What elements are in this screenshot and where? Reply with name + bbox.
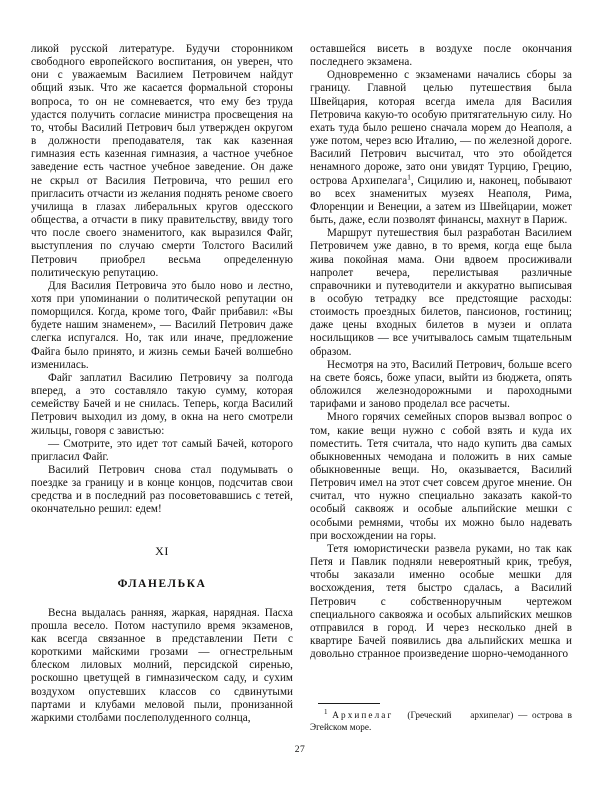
- paragraph: Тетя юмористически развела руками, но так как Петя и Павлик подняли невероятный крик, требуя, чтобы заказали именно особые мешки для восхождения, тетя быстро сдалась, а Василий Петрович с собственноручным чертежом специального саквояжа и особых альпийских мешков отправился в город. И через несколько дней в квартире Бачей появились два альпийских мешка и довольно странное произведение шорно-чемоданного: [310, 542, 572, 661]
- footnote-marker: 1: [324, 708, 328, 717]
- paragraph-with-footnote-reference: [310, 69, 572, 227]
- paragraph: Весна выдалась ранняя, жаркая, нарядная. Пасха прошла весело. Потом наступило время экзаменов, как всегда связанное в представлении Пети с короткими майскими грозами — огнестрельным блеском лиловых молний, персидской сиренью, роскошно цветущей в гимназическом саду, и сухим воздухом опустевших классов со сдвинутыми партами и клубами меловой пыли, пронизанной жаркими столбами послеполуденного солнца,: [31, 606, 293, 724]
- page-number: 27: [294, 744, 306, 755]
- paragraph: Файг заплатил Василию Петровичу за полгода вперед, а это составляло такую сумму, которая семейству Бачей и не снилась. Теперь, когда Василий Петрович выходил из дому, в окна на него смотрели жильцы, говоря с завистью:: [31, 371, 293, 437]
- footnote-text: [310, 710, 572, 733]
- paragraph: Василий Петрович снова стал подумывать о поездке за границу и в конце концов, подсчитав свои средства и в последний раз посоветовавшись с тетей, окончательно решил: едем!: [31, 464, 293, 516]
- two-column-text-body: [31, 43, 572, 733]
- footnote-term: Архипелаг: [332, 710, 394, 721]
- paragraph: — Смотрите, это идет тот самый Бачей, которого пригласил Файг.: [31, 437, 293, 463]
- footnote-separator-rule: [318, 703, 380, 704]
- paragraph: Несмотря на это, Василий Петрович, больше всего на свете боясь, боже упаси, выйти из бюджета, опять обложился железнодорожными и пароходными тарифами и заново проделал все расчеты.: [310, 358, 572, 411]
- paragraph: Много горячих семейных споров вызвал вопрос о том, какие вещи нужно с собой взять и куда их поместить. Тетя считала, что надо купить два самых обыкновенных чемодана и положить в них самые обыкновенные вещи. Но, оказывается, Василий Петрович имел на этот счет совсем другое мнение. Он считал, что нужно специально заказать какой-то особый саквояж и особые альпийские мешки с особыми ремнями, чтобы их можно было надевать при восхождении на горы.: [310, 411, 572, 542]
- section-title: ФЛАНЕЛЬКА: [117, 577, 207, 590]
- paragraph: Маршрут путешествия был разработан Василием Петровичем уже давно, в то время, когда еще была жива покойная мама. Они вдвоем просиживали напролет вечера, перелистывая различные справочники и путеводители и аккуратно выписывая в особую тетрадку все предстоящие расходы: стоимость проездных билетов, пансионов, гостиниц; даже цены входных билетов в музеи и оплата носильщиков — все учитывалось самым тщательным образом.: [310, 227, 572, 358]
- footnote-block: [310, 694, 572, 733]
- right-text-column: [310, 43, 572, 733]
- paragraph: оставшейся висеть в воздухе после окончания последнего экзамена.: [310, 43, 572, 69]
- chapter-number: XI: [155, 543, 169, 558]
- paragraph-text: Одновременно с экзаменами начались сборы за границу. Главной целью путешествия была Швейцария, которая всегда имела для Василия Петровича какую-то особую притягательную силу. Но ехать туда было решено сначала морем до Неаполя, а уже потом, через всю Италию, — по железной дороге. Василий Петрович высчитал, что это обойдется ненамного дороже, зато они увидят Турцию, Грецию, острова Архипелага: [310, 69, 572, 187]
- paragraph: Для Василия Петровича это было ново и лестно, хотя при упоминании о политической репутации он поморщился. Когда, кроме того, Файг прибавил: «Вы будете нашим знаменем», — Василий Петрович даже слегка испугался. Но, так или иначе, предложение Файга было принято, и жизнь семьи Бачей волшебно изменилась.: [31, 279, 293, 371]
- footnote-reference-marker[interactable]: 1: [407, 172, 411, 181]
- paragraph: ликой русской литературе. Будучи сторонником свободного европейского воспитания, он уверен, что они с уважаемым Василием Петровичем найдут общий язык. Что же касается формальной стороны вопроса, то он не сомневается, что ему без труда удастся получить согласие министра просвещения на то, чтобы Василий Петрович был утвержден округом в должности преподавателя, так как казенная гимназия есть казенная гимназия, а частное учебное заведение есть частное учебное заведение. Он даже не скрыл от Василия Петровича, что решил его пригласить отчасти из желания поднять реноме своего училища в глазах либеральных кругов одесского общества, а отчасти в пику правительству, ввиду того что после своего знаменитого, как выразился Файг, выступления по случаю смерти Толстого Василий Петрович приобрел весьма определенную политическую репутацию.: [31, 43, 293, 279]
- left-text-column: [31, 43, 293, 733]
- paragraph-text-continued: , Сицилию и, наконец, побывают во всех знаменитых музеях Неаполя, Рима, Флоренции и Венеции, а затем из Швейцарии, может быть, даже, если позволят финансы, махнут в Париж.: [310, 174, 572, 227]
- footnote-paren-open: (Греческий: [407, 710, 452, 721]
- footnote-paren-close: архипелаг) —: [470, 710, 528, 721]
- footnote-rest: острова в Эгейском море.: [310, 710, 572, 732]
